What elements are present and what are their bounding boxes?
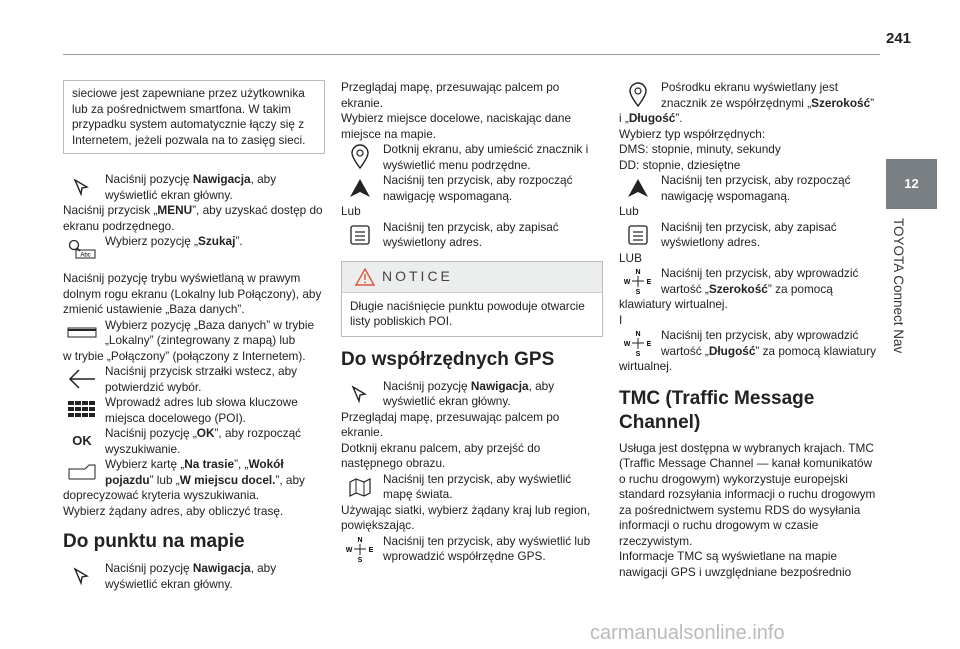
- text: I: [619, 312, 623, 327]
- compass-n: N: [635, 269, 641, 276]
- text: Naciśnij przycisk „: [63, 203, 158, 217]
- text: ”.: [675, 111, 683, 125]
- text: ”, „: [234, 457, 249, 471]
- step-database: [63, 318, 325, 349]
- compass-icon: [623, 268, 653, 294]
- save-list-icon: [345, 222, 375, 248]
- map-pin-icon: [623, 82, 653, 108]
- step-pin-coords: [619, 80, 881, 111]
- page-number: 241: [886, 30, 912, 47]
- text: LUB: [619, 250, 642, 265]
- text: Lub: [619, 204, 639, 218]
- box-text: sieciowe jest zapewniane przez użytkownika lub za pośrednictwem smartfona. W takim przypadku system automatycznie łączy się z Internetem, jeżeli pozwala na to zasięg sieci.: [72, 86, 306, 147]
- navigation-arrow-icon: [67, 174, 97, 200]
- text-bold: OK: [196, 426, 215, 440]
- column-2: [341, 80, 603, 565]
- text: Naciśnij pozycję: [105, 561, 193, 575]
- text: Dotknij ekranu, aby umieścić znacznik i wyświetlić menu podrzędne.: [383, 142, 589, 172]
- text: ” za pomocą klawiatury: [755, 343, 877, 358]
- text: ” za pomocą: [767, 281, 833, 296]
- text: Naciśnij pozycję: [383, 378, 471, 393]
- text-bold: Nawigacja: [192, 172, 251, 186]
- text-bold: Szerokość: [811, 95, 871, 110]
- text: ” lub „: [149, 472, 180, 487]
- text: DMS: stopnie, minuty, sekundy: [619, 142, 781, 156]
- step-navigation-3: [341, 379, 603, 410]
- watermark: carmanualsonline.info: [590, 622, 785, 644]
- step-save: [619, 220, 881, 251]
- notice-title: NOTICE: [382, 267, 453, 284]
- step-gps: [341, 534, 603, 565]
- text: Naciśnij ten przycisk, aby zapisać wyświetlony adres.: [383, 219, 559, 249]
- compass-e: E: [646, 341, 652, 348]
- tmc-text-2: Informacje TMC są wyświetlane na mapie nawigacji GPS i uwzględniane bezpośrednio: [619, 549, 852, 579]
- step-keywords: [63, 395, 325, 426]
- text: Wybierz żądany adres, aby obliczyć trasę.: [63, 503, 284, 518]
- warning-icon: [354, 267, 376, 287]
- compass-s: S: [635, 351, 641, 357]
- tab-icon: [67, 459, 97, 485]
- step-longitude: [619, 328, 881, 359]
- back-arrow-icon: [67, 366, 97, 392]
- text: Naciśnij ten przycisk, aby wprowadzić wartość „: [661, 266, 859, 296]
- database-tab-icon: [67, 320, 97, 346]
- text: Wybierz pozycję „: [105, 234, 198, 248]
- chapter-tab[interactable]: 12: [886, 159, 937, 209]
- step-world: [341, 472, 603, 503]
- text: Naciśnij ten przycisk, aby zapisać wyświetlony adres.: [661, 219, 837, 249]
- text: w trybie „Połączony” (połączony z Internetem).: [63, 348, 306, 363]
- ok-icon: OK: [72, 433, 92, 449]
- chapter-title: [891, 218, 916, 378]
- keyboard-grid-icon: [67, 397, 97, 423]
- text: Wybierz pozycję „Baza danych” w trybie „Lokalny” (zintegrowany z mapą) lub: [105, 317, 315, 347]
- column-1: [63, 80, 325, 592]
- text: Naciśnij ten przycisk, aby rozpocząć nawigację wspomaganą.: [383, 173, 573, 203]
- text-bold: Na trasie: [184, 457, 235, 471]
- text: Przeglądaj mapę, przesuwając palcem po ekranie.: [341, 409, 560, 439]
- notice-header: [342, 262, 602, 293]
- step-ok: [63, 426, 325, 457]
- text: Naciśnij ten przycisk, aby wyświetlić lub wprowadzić współrzędne GPS.: [383, 533, 591, 563]
- text: Lub: [341, 204, 361, 218]
- info-box: [63, 80, 325, 154]
- text-bold: Wokół pojazdu: [105, 457, 284, 487]
- heading-gps: Do współrzędnych GPS: [341, 348, 555, 370]
- column-3: [619, 80, 881, 580]
- step-search: [63, 234, 325, 265]
- text: DD: stopnie, dziesiętne: [619, 157, 741, 172]
- text: doprecyzować kryteria wyszukiwania.: [63, 488, 260, 502]
- text-bold: Nawigacja: [192, 561, 251, 575]
- text-bold: W miejscu docel.: [179, 472, 276, 487]
- search-keyboard-icon: [67, 236, 97, 262]
- text: Przeglądaj mapę, przesuwając palcem po ekranie.: [341, 80, 560, 110]
- text: , aby wyświetlić ekran główny.: [105, 172, 277, 202]
- text: ”.: [235, 234, 243, 248]
- text: Dotknij ekranu palcem, aby przejść do następnego obrazu.: [341, 440, 541, 470]
- step-navigation-2: [63, 561, 325, 592]
- text: ”: [870, 95, 875, 110]
- text: klawiatury wirtualnej.: [619, 297, 728, 311]
- step-go: [619, 173, 881, 204]
- text-bold: Długość: [708, 343, 756, 358]
- compass-e: E: [368, 546, 374, 554]
- compass-icon: [623, 330, 653, 356]
- heading-map-point: Do punktu na mapie: [63, 531, 245, 552]
- tmc-text: Usługa jest dostępna w wybranych krajach. TMC (Traffic Message Channel — kanał komunikatów o ruchu drogowym) wykorzystuje europejski standard rozsyłania informacji o ruchu drogowym za pośrednictwem systemu RDS do wysyłania informacji o ruchu drogowym w czasie rzeczywistym.: [619, 440, 876, 548]
- compass-s: S: [357, 556, 363, 563]
- mode-text: Naciśnij pozycję trybu wyświetlaną w prawym dolnym rogu ekranu (Lokalny lub Połączony), aby zmienić ustawienie „Baza danych”.: [63, 271, 322, 316]
- notice-text: Długie naciśnięcie punktu powoduje otwarcie listy pobliskich POI.: [350, 298, 585, 328]
- text: Wprowadź adres lub słowa kluczowe miejsca docelowego (POI).: [105, 395, 298, 425]
- step-save: [341, 220, 603, 251]
- step-latitude: [619, 266, 881, 297]
- navigate-start-icon: [345, 175, 375, 201]
- text: Pośrodku ekranu wyświetlany jest znacznik ze współrzędnymi „: [661, 80, 839, 110]
- text: i „: [619, 111, 629, 125]
- navigate-start-icon: [623, 175, 653, 201]
- text: Naciśnij ten przycisk, aby rozpocząć nawigację wspomaganą.: [661, 173, 851, 203]
- navigation-arrow-icon: [67, 563, 97, 589]
- text: Wybierz kartę „: [105, 457, 185, 471]
- step-go: [341, 173, 603, 204]
- compass-e: E: [646, 279, 652, 286]
- heading-tmc: TMC (Traffic Message Channel): [619, 387, 815, 433]
- compass-s: S: [635, 289, 641, 295]
- step-tab: [63, 457, 325, 488]
- text: Naciśnij przycisk strzałki wstecz, aby potwierdzić wybór.: [105, 364, 298, 394]
- step-navigation: [63, 172, 325, 203]
- text-bold: MENU: [157, 203, 193, 217]
- text: Wybierz miejsce docelowe, naciskając dane miejsce na mapie.: [341, 111, 572, 141]
- compass-n: N: [357, 536, 363, 544]
- chapter-title-text: TOYOTA Connect Nav: [891, 218, 906, 354]
- notice-box: [341, 261, 603, 337]
- map-pin-icon: [345, 144, 375, 170]
- text: ”, aby uzyskać dostęp do ekranu podrzędnego.: [63, 203, 323, 233]
- text: Naciśnij pozycję „: [105, 426, 197, 440]
- navigation-arrow-icon: [345, 381, 375, 407]
- save-list-icon: [623, 222, 653, 248]
- text: Naciśnij ten przycisk, aby wyświetlić mapę świata.: [383, 471, 572, 501]
- text-bold: Długość: [628, 111, 676, 125]
- text: ”, aby rozpocząć wyszukiwanie.: [105, 426, 302, 456]
- text: ”, aby: [275, 472, 305, 487]
- text-bold: Szerokość: [708, 281, 768, 296]
- text: , aby wyświetlić ekran główny.: [105, 561, 277, 591]
- compass-w: W: [346, 546, 353, 554]
- text: Wybierz typ współrzędnych:: [619, 126, 766, 141]
- svg-text:Abc: Abc: [80, 252, 91, 259]
- world-map-icon: [345, 474, 375, 500]
- text: wirtualnej.: [619, 359, 673, 373]
- step-back: [63, 364, 325, 395]
- compass-icon: [345, 536, 375, 562]
- text: , aby wyświetlić ekran główny.: [383, 378, 555, 408]
- text: Naciśnij ten przycisk, aby wprowadzić wartość „: [661, 328, 859, 358]
- text: Naciśnij pozycję: [105, 172, 193, 186]
- compass-w: W: [624, 279, 631, 286]
- text: Używając siatki, wybierz żądany kraj lub region, powiększając.: [341, 502, 591, 532]
- top-rule: [63, 54, 880, 55]
- compass-w: W: [624, 341, 631, 348]
- text-bold: Szukaj: [197, 234, 236, 248]
- text-bold: Nawigacja: [470, 378, 529, 393]
- step-pin: [341, 142, 603, 173]
- compass-n: N: [635, 331, 641, 338]
